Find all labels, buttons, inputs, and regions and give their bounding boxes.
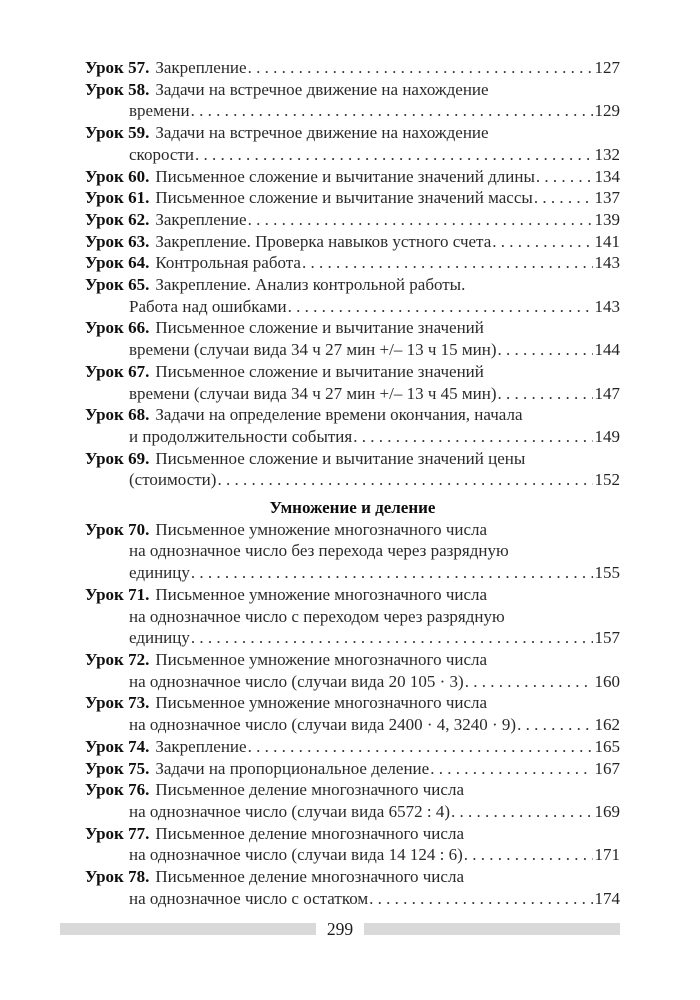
page-number: 160: [594, 671, 620, 691]
entry-title: на однозначное число (случаи вида 6572 : 4): [129, 801, 450, 821]
lesson-label: Урок 77.: [85, 823, 150, 843]
toc-line: [85, 187, 620, 209]
lesson-label: Урок 78.: [85, 867, 150, 887]
page-number: 162: [594, 715, 620, 735]
page-number: 152: [594, 470, 620, 490]
page-number: 139: [594, 209, 620, 229]
dot-leader: [430, 758, 592, 780]
toc-line: [85, 649, 620, 671]
toc-entry: [85, 122, 620, 165]
page-number: 143: [594, 296, 620, 316]
entry-title: Письменное сложение и вычитание значений цены: [155, 448, 526, 468]
toc-line: [85, 122, 620, 144]
toc-entry: [85, 584, 620, 649]
entry-title: на однозначное число (случаи вида 20 105 · 3): [129, 671, 464, 691]
entry-title: Письменное умножение многозначного числа: [155, 584, 488, 604]
toc-line: [85, 692, 620, 714]
toc-line: [85, 209, 620, 231]
toc-line: [85, 383, 620, 405]
page-number: 149: [594, 426, 620, 446]
toc-line: [85, 844, 620, 866]
lesson-label: Урок 65.: [85, 275, 150, 295]
entry-title: единицу: [129, 628, 190, 648]
toc-line: [85, 584, 620, 606]
entry-title: Задачи на определение времени окончания, начала: [155, 405, 523, 425]
toc-line: [85, 758, 620, 780]
dot-leader: [248, 736, 593, 758]
entry-title: времени (случаи вида 34 ч 27 мин +/– 13 ч 45 мин): [129, 383, 497, 403]
toc-entry: [85, 187, 620, 209]
page-number: 144: [594, 340, 620, 360]
lesson-label: Урок 72.: [85, 649, 150, 669]
toc-line: [85, 540, 620, 562]
toc-entry: [85, 252, 620, 274]
page-number: 127: [594, 58, 620, 77]
toc-entry: [85, 866, 620, 909]
dot-leader: [492, 231, 592, 253]
toc-line: [85, 671, 620, 693]
toc-entry: [85, 317, 620, 360]
toc-line: [85, 448, 620, 470]
toc-line: [85, 100, 620, 122]
toc-line: [85, 866, 620, 888]
entry-title: времени (случаи вида 34 ч 27 мин +/– 13 ч 15 мин): [129, 340, 497, 360]
lesson-label: Урок 69.: [85, 448, 150, 468]
entry-title: на однозначное число (случаи вида 2400 · 4, 3240 · 9): [129, 715, 517, 735]
lesson-label: Урок 61.: [85, 188, 150, 208]
entry-title: Задачи на пропорциональное деление: [155, 758, 430, 778]
dot-leader: [517, 714, 592, 736]
dot-leader: [302, 252, 593, 274]
footer-page-number: 299: [326, 919, 354, 939]
toc-line: [85, 274, 620, 296]
lesson-label: Урок 63.: [85, 231, 150, 251]
entry-title: на однозначное число (случаи вида 14 124 : 6): [129, 845, 463, 865]
page-number: 171: [594, 845, 620, 865]
lesson-label: Урок 70.: [85, 519, 150, 539]
toc-line: [85, 519, 620, 541]
dot-leader: [465, 671, 593, 693]
toc-line: [85, 57, 620, 79]
toc-line: [85, 606, 620, 628]
entry-title: Письменное сложение и вычитание значений длины: [155, 166, 535, 186]
toc-entry: [85, 823, 620, 866]
toc-line: [85, 714, 620, 736]
lesson-label: Урок 73.: [85, 693, 150, 713]
toc-entry: [85, 274, 620, 317]
page-number: 157: [594, 628, 620, 648]
entry-title: на однозначное число с переходом через разрядную: [129, 606, 505, 626]
entry-title: Закрепление. Проверка навыков устного счета: [155, 231, 492, 251]
entry-title: Задачи на встречное движение на нахождение: [155, 123, 489, 143]
toc-entry: [85, 779, 620, 822]
dot-leader: [195, 144, 593, 166]
toc-line: [85, 779, 620, 801]
entry-title: Письменное сложение и вычитание значений: [155, 361, 484, 381]
toc-line: [85, 888, 620, 910]
lesson-label: Урок 66.: [85, 318, 150, 338]
entry-title: Письменное сложение и вычитание значений массы: [155, 188, 533, 208]
lesson-label: Урок 71.: [85, 584, 150, 604]
toc-entry: [85, 649, 620, 692]
page-number: 129: [594, 101, 620, 121]
toc-line: [85, 252, 620, 274]
dot-leader: [217, 469, 592, 491]
toc-entry: [85, 404, 620, 447]
lesson-label: Урок 57.: [85, 58, 150, 77]
dot-leader: [369, 888, 592, 910]
toc-line: [85, 166, 620, 188]
entry-title: на однозначное число с остатком: [129, 888, 369, 908]
toc-entry: [85, 231, 620, 253]
toc-entry: [85, 361, 620, 404]
entry-title: Письменное умножение многозначного числа: [155, 649, 488, 669]
dot-leader: [191, 562, 593, 584]
entry-title: Закрепление: [155, 736, 247, 756]
toc-entry: [85, 209, 620, 231]
lesson-label: Урок 74.: [85, 736, 150, 756]
section-heading: Умножение и деление: [269, 498, 436, 518]
page-number: 147: [594, 383, 620, 403]
lesson-label: Урок 68.: [85, 405, 150, 425]
entry-title: на однозначное число без перехода через разрядную: [129, 541, 509, 561]
toc-line: [85, 361, 620, 383]
dot-leader: [248, 57, 593, 79]
page-number: 141: [594, 231, 620, 251]
toc-entry: [85, 57, 620, 79]
toc-entry: [85, 736, 620, 758]
entry-title: Работа над ошибками: [129, 296, 287, 316]
entry-title: скорости: [129, 144, 194, 164]
toc-line: [85, 317, 620, 339]
entry-title: Задачи на встречное движение на нахождение: [155, 79, 489, 99]
lesson-label: Урок 60.: [85, 166, 150, 186]
dot-leader: [248, 209, 593, 231]
toc-entry: [85, 692, 620, 735]
dot-leader: [498, 383, 593, 405]
toc-line: [85, 627, 620, 649]
lesson-label: Урок 62.: [85, 209, 150, 229]
toc-line: [85, 823, 620, 845]
dot-leader: [464, 844, 593, 866]
toc-line: [85, 469, 620, 491]
toc-line: [85, 296, 620, 318]
toc-line: [85, 426, 620, 448]
dot-leader: [288, 296, 593, 318]
page-number: 174: [594, 888, 620, 908]
entry-title: Письменное деление многозначного числа: [155, 823, 464, 843]
toc-line: [85, 144, 620, 166]
page-footer: [60, 918, 620, 940]
entry-title: Контрольная работа: [155, 253, 301, 273]
dot-leader: [536, 166, 593, 188]
entry-title: Письменное сложение и вычитание значений: [155, 318, 484, 338]
page-number: 132: [594, 144, 620, 164]
entry-title: и продолжительности события: [129, 426, 353, 446]
page-number: 165: [594, 736, 620, 756]
entry-title: единицу: [129, 563, 190, 583]
lesson-label: Урок 58.: [85, 79, 150, 99]
entry-title: Письменное деление многозначного числа: [155, 867, 464, 887]
toc-entry: [85, 519, 620, 584]
entry-title: Письменное умножение многозначного числа: [155, 693, 488, 713]
footer-rule-right: [364, 923, 620, 935]
toc-line: [85, 339, 620, 361]
dot-leader: [191, 627, 593, 649]
entry-title: времени: [129, 101, 190, 121]
toc-list: [85, 57, 620, 909]
lesson-label: Урок 75.: [85, 758, 150, 778]
toc-entry: [85, 758, 620, 780]
toc-line: [85, 404, 620, 426]
page-number: 143: [594, 253, 620, 273]
page-number: 167: [594, 758, 620, 778]
page-number: 169: [594, 801, 620, 821]
lesson-label: Урок 64.: [85, 253, 150, 273]
footer-rule-left: [60, 923, 316, 935]
toc-line: [85, 801, 620, 823]
toc-entry: [85, 166, 620, 188]
entry-title: Закрепление: [155, 58, 247, 77]
toc-line: [85, 231, 620, 253]
entry-title: Закрепление. Анализ контрольной работы.: [155, 275, 466, 295]
dot-leader: [353, 426, 592, 448]
toc-line: [85, 736, 620, 758]
lesson-label: Урок 76.: [85, 780, 150, 800]
lesson-label: Урок 59.: [85, 123, 150, 143]
toc-line: [85, 562, 620, 584]
dot-leader: [191, 100, 593, 122]
toc-entry: [85, 448, 620, 491]
page-number: 155: [594, 563, 620, 583]
dot-leader: [534, 187, 593, 209]
entry-title: Письменное умножение многозначного числа: [155, 519, 488, 539]
page-number: 137: [594, 188, 620, 208]
dot-leader: [451, 801, 593, 823]
page-number: 134: [594, 166, 620, 186]
entry-title: (стоимости): [129, 470, 217, 490]
toc-entry: [85, 79, 620, 122]
lesson-label: Урок 67.: [85, 361, 150, 381]
toc-line: [85, 79, 620, 101]
entry-title: Закрепление: [155, 209, 247, 229]
dot-leader: [498, 339, 593, 361]
entry-title: Письменное деление многозначного числа: [155, 780, 464, 800]
